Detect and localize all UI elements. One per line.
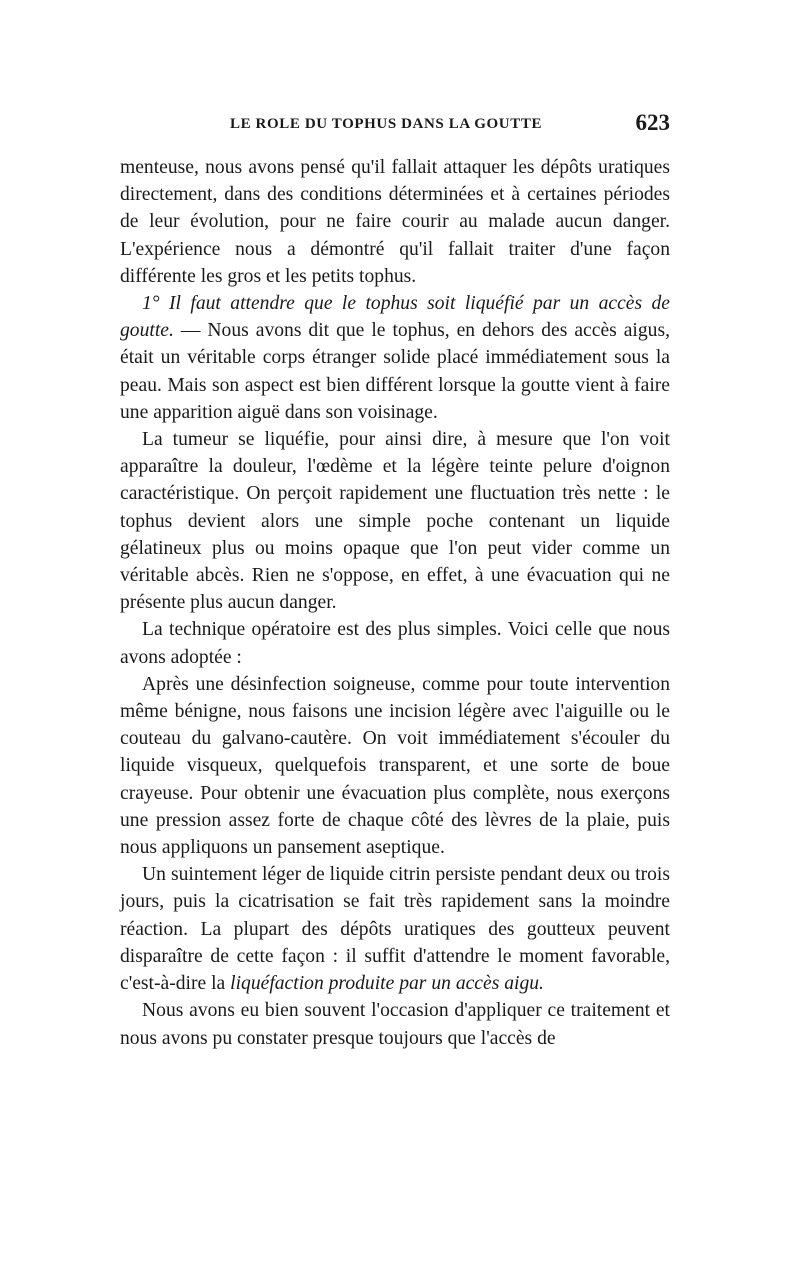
paragraph-7 bbox=[120, 997, 670, 1051]
running-title: LE ROLE DU TOPHUS DANS LA GOUTTE bbox=[230, 116, 543, 132]
paragraph-3-text: La tumeur se liquéfie, pour ainsi dire, à mesure que l'on voit apparaître la douleur, l'œdème et la légère teinte pelure d'oignon caractéristique. On perçoit rapidement une fluctuation très nette : le tophus devient alors une simple poche contenant un liquide gélatineux plus ou moins opaque que l'on peut vider comme un véritable abcès. Rien ne s'oppose, en effet, à une évacuation qui ne présente plus aucun danger. bbox=[120, 429, 670, 614]
paragraph-5 bbox=[120, 671, 670, 861]
page-number: 623 bbox=[635, 110, 670, 135]
paragraph-1 bbox=[120, 154, 670, 290]
running-header bbox=[120, 112, 670, 142]
paragraph-3 bbox=[120, 426, 670, 616]
paragraph-4-text: La technique opératoire est des plus simples. Voici celle que nous avons adoptée : bbox=[120, 619, 670, 668]
paragraph-2 bbox=[120, 290, 670, 426]
paragraph-6 bbox=[120, 861, 670, 997]
paragraph-1-text: menteuse, nous avons pensé qu'il fallait attaquer les dépôts uratiques directement, dans des conditions déterminées et à certaines périodes de leur évolution, pour ne faire courir au malade aucun danger. L'expérience nous a démontré qu'il fallait traiter d'une façon différente les gros et les petits tophus. bbox=[120, 157, 670, 287]
paragraph-7-text: Nous avons eu bien souvent l'occasion d'appliquer ce traitement et nous avons pu constater presque toujours que l'accès de bbox=[120, 1000, 670, 1049]
paragraph-4 bbox=[120, 616, 670, 670]
paragraph-2-text: — Nous avons dit que le tophus, en dehors des accès aigus, était un véritable corps étranger solide placé immédiatement sous la peau. Mais son aspect est bien différent lorsque la goutte vient à faire une apparition aiguë dans son voisinage. bbox=[120, 320, 670, 423]
book-page bbox=[120, 112, 670, 1052]
body-text bbox=[120, 154, 670, 1052]
paragraph-6-text: Un suintement léger de liquide citrin persiste pendant deux ou trois jours, puis la cicatrisation se fait très rapidement sans la moindre réaction. La plupart des dépôts uratiques des goutteux peuvent disparaître de cette façon : il suffit d'attendre le moment favorable, c'est-à-dire la bbox=[120, 864, 670, 995]
paragraph-6-emphasis: liquéfaction produite par un accès aigu. bbox=[230, 973, 544, 995]
paragraph-5-text: Après une désinfection soigneuse, comme pour toute intervention même bénigne, nous faisons une incision légère avec l'aiguille ou le couteau du galvano-cautère. On voit immédiatement s'écouler du liquide visqueux, quelquefois transparent, et une sorte de boue crayeuse. Pour obtenir une évacuation plus complète, nous exerçons une pression assez forte de chaque côté des lèvres de la plaie, puis nous appliquons un pansement aseptique. bbox=[120, 673, 670, 859]
section-heading: 1° Il faut attendre que le tophus soit liquéfié par un accès de goutte. bbox=[120, 293, 670, 342]
